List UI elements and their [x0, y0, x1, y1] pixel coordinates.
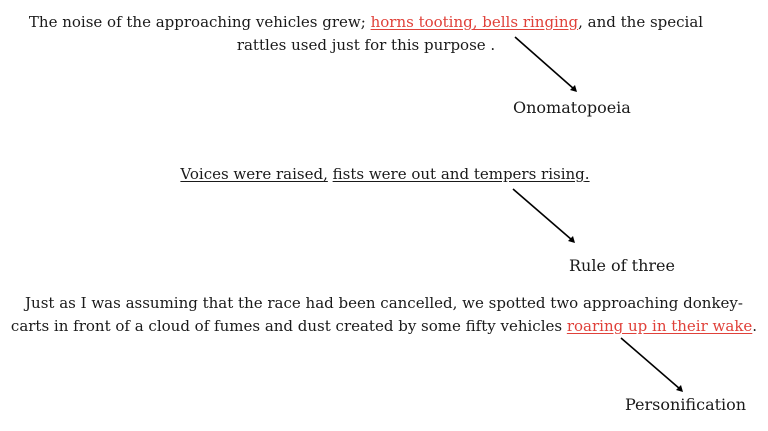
- rule-of-three-arrow-line: [513, 189, 572, 240]
- onomatopoeia-arrow-head: [570, 85, 577, 92]
- paragraph1-text-after: , and the special rattles used just for this purpose .: [236, 13, 704, 54]
- rule-of-three-arrow-head: [568, 236, 575, 243]
- paragraph3-text-before: Just as I was assuming that the race had been cancelled, we spotted two approaching donkey-carts in front of a cloud of fumes and dust created by some fifty vehicles: [10, 294, 743, 335]
- paragraph-onomatopoeia-example: [10, 11, 722, 57]
- paragraph-rule-of-three-example: [150, 163, 620, 186]
- rule-of-three-part2: fists were out and tempers rising: [332, 165, 585, 183]
- onomatopoeia-label: Onomatopoeia: [513, 98, 631, 117]
- paragraph1-text-before: The noise of the approaching vehicles grew;: [28, 13, 371, 31]
- rule-of-three-separator: ,: [323, 165, 328, 183]
- paragraph-personification-example: [6, 292, 762, 338]
- rule-of-three-part1: Voices were raised: [180, 165, 324, 183]
- personification-arrow-head: [676, 385, 683, 392]
- paragraph3-text-after: .: [752, 317, 758, 335]
- rule-of-three-label: Rule of three: [569, 256, 675, 275]
- personification-label: Personification: [625, 395, 747, 414]
- personification-arrow-line: [621, 338, 680, 389]
- personification-highlight: roaring up in their wake: [566, 317, 753, 335]
- onomatopoeia-highlight: horns tooting, bells ringing: [370, 13, 579, 31]
- rule-of-three-end: .: [584, 165, 590, 183]
